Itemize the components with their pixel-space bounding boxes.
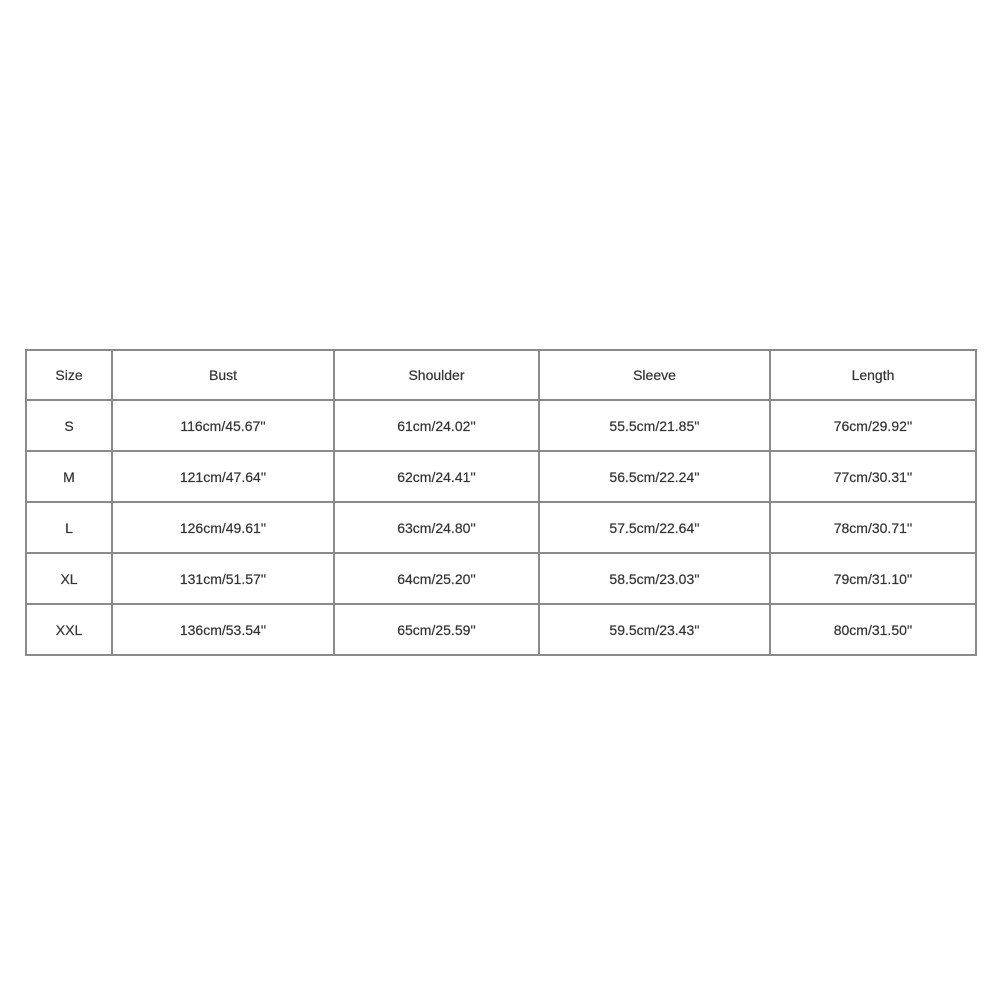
size-cell: S xyxy=(26,400,112,451)
bust-cell: 136cm/53.54'' xyxy=(112,604,334,655)
size-chart-header xyxy=(26,350,976,400)
bust-cell: 131cm/51.57'' xyxy=(112,553,334,604)
size-cell: M xyxy=(26,451,112,502)
size-chart-table xyxy=(25,349,977,656)
shoulder-cell: 65cm/25.59'' xyxy=(334,604,539,655)
sleeve-cell: 57.5cm/22.64'' xyxy=(539,502,770,553)
table-row xyxy=(26,604,976,655)
shoulder-cell: 61cm/24.02'' xyxy=(334,400,539,451)
header-shoulder: Shoulder xyxy=(334,350,539,400)
header-sleeve: Sleeve xyxy=(539,350,770,400)
header-row xyxy=(26,350,976,400)
bust-cell: 126cm/49.61'' xyxy=(112,502,334,553)
shoulder-cell: 62cm/24.41'' xyxy=(334,451,539,502)
length-cell: 80cm/31.50'' xyxy=(770,604,976,655)
size-cell: XL xyxy=(26,553,112,604)
length-cell: 78cm/30.71'' xyxy=(770,502,976,553)
table-row xyxy=(26,400,976,451)
sleeve-cell: 56.5cm/22.24'' xyxy=(539,451,770,502)
header-bust: Bust xyxy=(112,350,334,400)
size-chart-body xyxy=(26,400,976,655)
bust-cell: 121cm/47.64'' xyxy=(112,451,334,502)
table-row xyxy=(26,451,976,502)
length-cell: 76cm/29.92'' xyxy=(770,400,976,451)
size-cell: L xyxy=(26,502,112,553)
length-cell: 79cm/31.10'' xyxy=(770,553,976,604)
header-length: Length xyxy=(770,350,976,400)
header-size: Size xyxy=(26,350,112,400)
sleeve-cell: 58.5cm/23.03'' xyxy=(539,553,770,604)
shoulder-cell: 64cm/25.20'' xyxy=(334,553,539,604)
table-row xyxy=(26,502,976,553)
bust-cell: 116cm/45.67'' xyxy=(112,400,334,451)
table-row xyxy=(26,553,976,604)
sleeve-cell: 55.5cm/21.85'' xyxy=(539,400,770,451)
sleeve-cell: 59.5cm/23.43'' xyxy=(539,604,770,655)
shoulder-cell: 63cm/24.80'' xyxy=(334,502,539,553)
size-cell: XXL xyxy=(26,604,112,655)
length-cell: 77cm/30.31'' xyxy=(770,451,976,502)
